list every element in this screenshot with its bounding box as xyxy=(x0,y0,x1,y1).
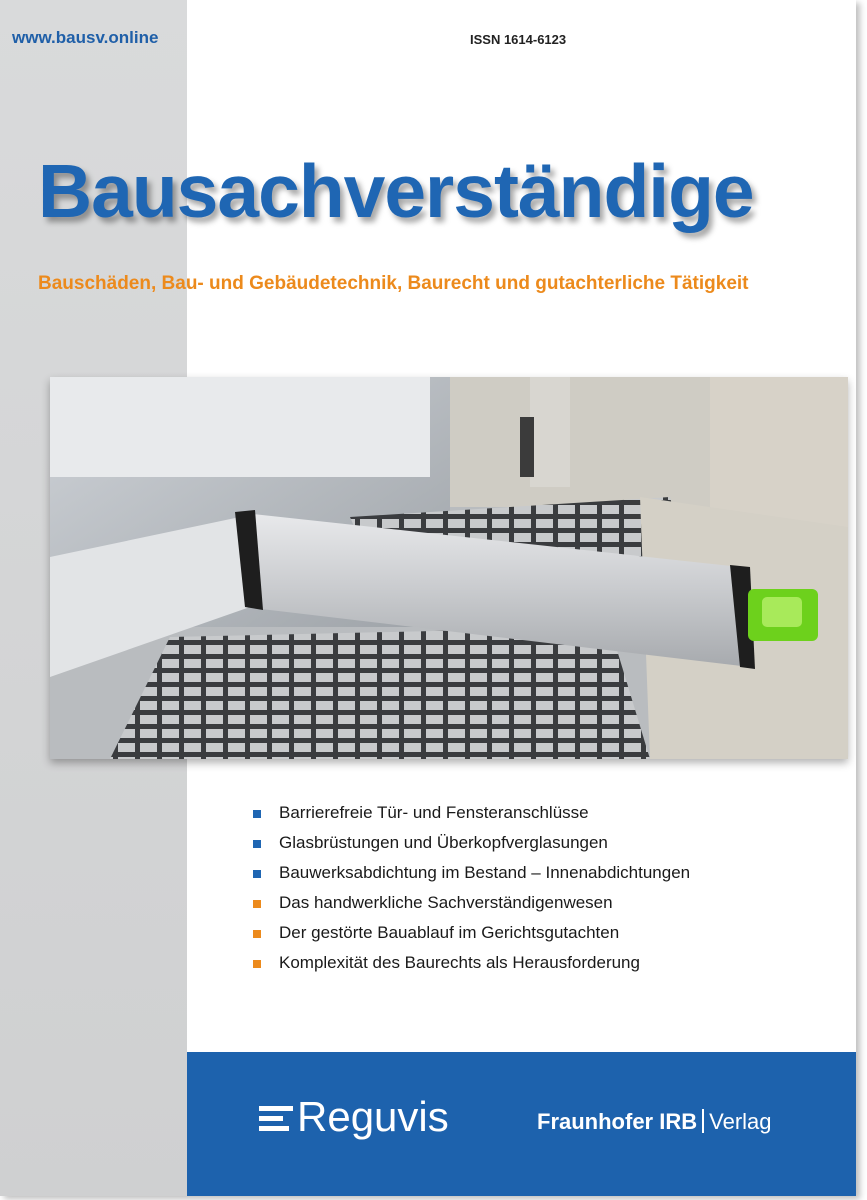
publisher-footer xyxy=(187,1052,856,1196)
magazine-title: Bausachverständige xyxy=(38,149,754,233)
magazine-subtitle: Bauschäden, Bau- und Gebäudetechnik, Baurecht und gutachterliche Tätigkeit xyxy=(38,273,749,294)
bullet-square-icon xyxy=(253,870,261,878)
reguvis-logo: Reguvis xyxy=(297,1093,449,1140)
issn-number: ISSN 1614-6123 xyxy=(470,32,567,47)
bullet-square-icon xyxy=(253,960,261,968)
bullet-square-icon xyxy=(253,810,261,818)
magazine-cover: www.bausv.online ISSN 1614-6123 Bausachverständige Bauschäden, Bau- und Gebäudetechnik, Baurecht und gutachterliche Tätigkeit Barrierefreie Tür- und Fensteranschlüsse Glasbrüstungen und Überkopfverglasungen Bauwerksabdichtung im Bestand – Innenabdichtungen Das handwerkliche Sachverständigenwesen Der gestörte Bauablauf im Gerichtsgutachten Komplexität des Baurechts als Herausforderung Reguvis Fraunhofer IRB Verlag xyxy=(0,0,856,1196)
cover-photo xyxy=(50,377,848,759)
bullet-square-icon xyxy=(253,900,261,908)
bullet-square-icon xyxy=(253,930,261,938)
bullet-square-icon xyxy=(253,840,261,848)
website-url[interactable]: www.bausv.online xyxy=(12,28,159,47)
fraunhofer-logo: Fraunhofer IRB Verlag xyxy=(537,1109,772,1134)
reguvis-logo-icon xyxy=(259,1103,293,1133)
